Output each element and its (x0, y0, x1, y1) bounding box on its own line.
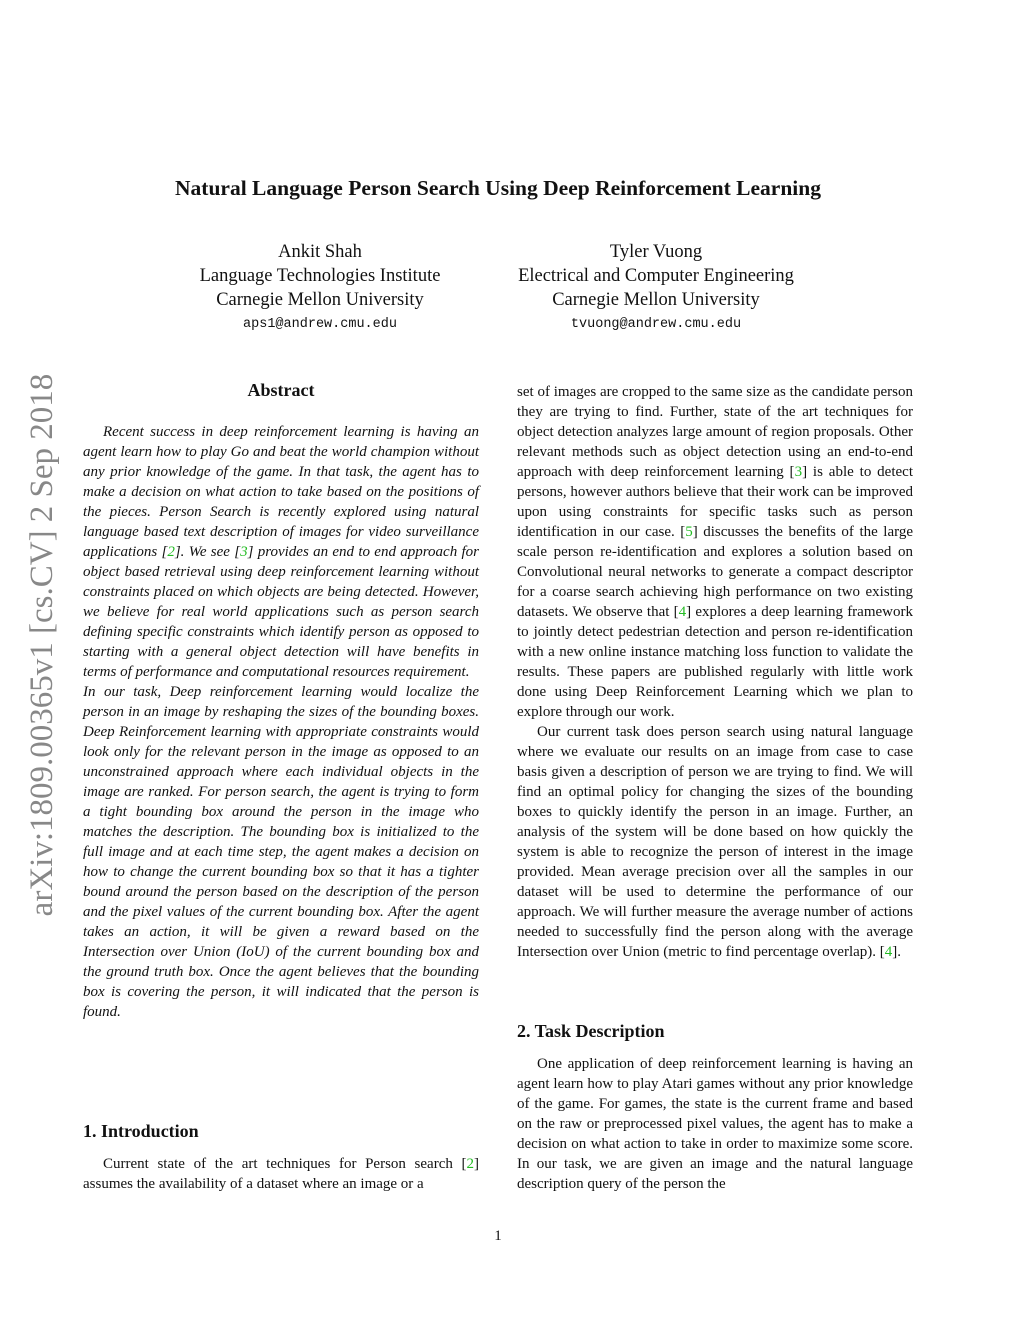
body-text: set of images are cropped to the same size as the candidate person they are trying to find. Further, state of the art techniques for object detection analyzes large amount of region proposals. Other relevant methods such as object detection using an end-to-end approach with deep reinforcement learning [ (517, 384, 913, 480)
abstract-text: ] provides an end to end approach for object based retrieval using deep reinforcement learning without constraints placed on which objects are being detected. However, we believe for real world applications such as person search defining specific constraints which identify person as opposed to starting with a general object detection will have benefits in terms of performance and computational resources requirement. (83, 544, 479, 680)
intro-text: Current state of the art techniques for Person search [ (103, 1156, 467, 1172)
author-name: Ankit Shah (278, 242, 362, 262)
abstract-paragraph-2: In our task, Deep reinforcement learning would localize the person in an image by reshaping the sizes of the bounding boxes. Deep Reinforcement learning with appropriate constraints would look only for the relevant person in the image as opposed to an unconstrained approach where each individual objects in the image are ranked. For person search, the agent is trying to form a tight bounding box around the person in the image who matches the description. The bounding box is initialized to the full image and at each time step, the agent makes a decision on how to change the current bounding box so that it has a tighter bound around the person based on the description of the person and the pixel values of the current bounding box. After the agent takes an action, it will be given a reward based on the Intersection over Union (IoU) of the current bounding box and the ground truth box. Once the agent believes that the bounding box is covering the person, it will indicated that the person is found. (83, 684, 479, 1020)
body-text: ] explores a deep learning framework to jointly detect pedestrian detection and person re-identification with a new online instance matching loss function to validate the results. These papers are published regularly with little work done using Deep Reinforcement Learning which we plan to explore through our work. (517, 604, 913, 720)
author-affiliation: Electrical and Computer Engineering (518, 266, 794, 286)
citation-link[interactable]: 2 (466, 1156, 474, 1172)
paper-title: Natural Language Person Search Using Deep Reinforcement Learning (175, 176, 821, 200)
right-paragraph-1 (517, 382, 913, 722)
citation-link[interactable]: 4 (678, 604, 687, 620)
citation-link[interactable]: 3 (794, 464, 803, 480)
abstract-text: Recent success in deep reinforcement learning is having an agent learn how to play Go and beat the world champion without any prior knowledge of the game. In that task, the agent has to make a decision on what action to take based on the positions of the pieces. Person Search is recently explored using natural language based text description of images for video surveillance applications [ (83, 424, 479, 560)
introduction-paragraph (83, 1154, 479, 1194)
page-number: 1 (494, 1228, 502, 1244)
right-column-body (517, 382, 913, 962)
body-text: ] discusses the benefits of the large scale person re-identification and explores a solution based on Convolutional neural networks to generate a compact descriptor for a coarse search achieving high performance on two existing datasets. We observe that [ (517, 524, 913, 620)
section-heading-introduction: 1. Introduction (83, 1121, 199, 1141)
right-paragraph-2 (517, 722, 913, 962)
citation-link[interactable]: 3 (240, 544, 248, 560)
abstract-heading: Abstract (247, 380, 315, 400)
abstract-body (83, 422, 479, 1022)
body-text: Our current task does person search using natural language where we evaluate our results on an image from case to case basis given a description of person we are trying to find. We will find an optimal policy for changing the sizes of the bounding boxes to quickly identify the person in an image. Further, an analysis of the system will be done based on how quickly the system is able to recognize the person of interest in the image provided. Mean average precision over all the samples in our dataset will be used to determine the performance of our approach. We will further measure the average number of actions needed to successfully find the person along with the average Intersection over Union (metric to find percentage overlap). [ (517, 724, 913, 960)
author-email: tvuong@andrew.cmu.edu (570, 317, 742, 332)
author-block-1 (160, 240, 480, 334)
citation-link[interactable]: 4 (884, 944, 893, 960)
task-description-paragraph: One application of deep reinforcement learning is having an agent learn how to play Atari games without any prior knowledge of the game. For games, the state is the current frame and based on the raw or preprocessed pixel values, the agent has to make a decision on what action to take in order to maximize some score. In our task, we are given an image and the natural language description query of the person the (517, 1056, 913, 1192)
author-name: Tyler Vuong (609, 242, 703, 262)
author-university: Carnegie Mellon University (216, 290, 424, 310)
author-affiliation: Language Technologies Institute (199, 266, 441, 286)
author-email: aps1@andrew.cmu.edu (243, 317, 397, 332)
author-block-2 (496, 240, 816, 334)
citation-link[interactable]: 2 (167, 544, 175, 560)
citation-link[interactable]: 5 (685, 524, 693, 540)
section-heading-task-description: 2. Task Description (517, 1021, 665, 1041)
abstract-paragraph-1 (83, 422, 479, 682)
body-text: ] is able to detect persons, however authors believe that their work can be improved upon using constraints for specific tasks such as person identification in our case. [ (517, 464, 913, 540)
abstract-text: ]. We see [ (174, 544, 241, 560)
intro-text: ] assumes the availability of a dataset where an image or a (83, 1156, 479, 1192)
author-university: Carnegie Mellon University (552, 290, 760, 310)
arxiv-stamp: arXiv:1809.00365v1 [cs.CV] 2 Sep 2018 (24, 373, 60, 917)
body-text: ]. (892, 944, 902, 960)
